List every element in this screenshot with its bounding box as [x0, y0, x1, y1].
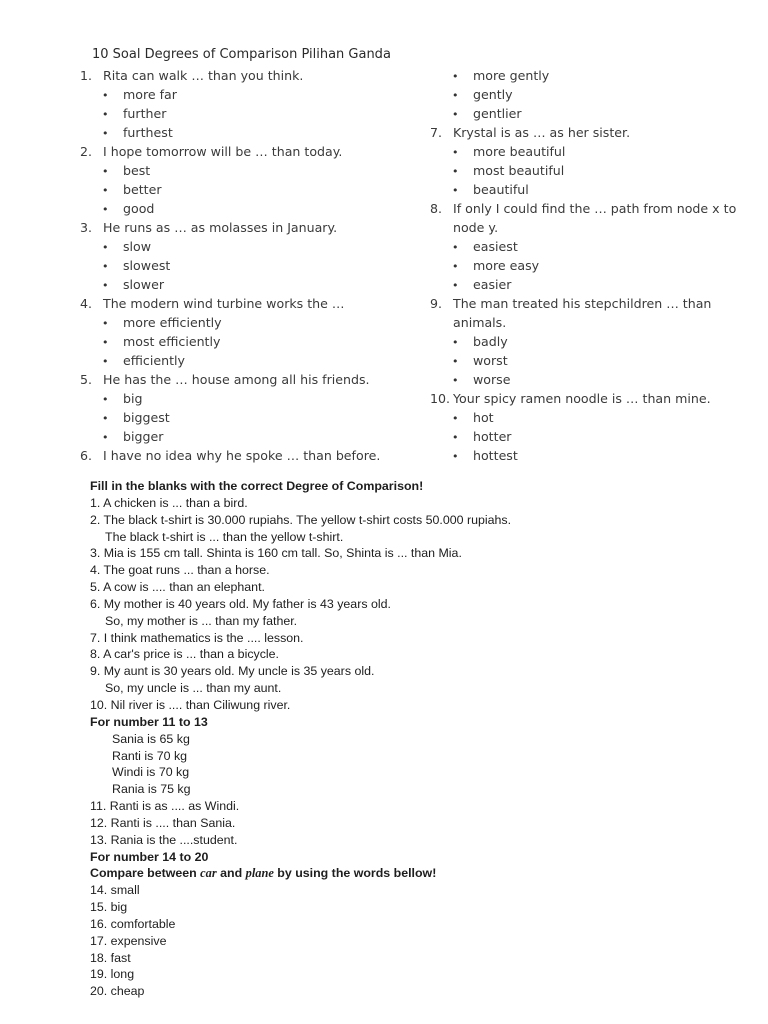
group2-instruction [90, 865, 730, 882]
left-question-column [80, 66, 420, 465]
answer-option [430, 427, 730, 446]
option-text: more efficiently [123, 315, 222, 330]
bullet-icon: • [452, 241, 459, 254]
word-item: 15. big [90, 900, 128, 915]
option-text: big [123, 391, 143, 406]
question [80, 370, 420, 389]
bullet-icon: • [452, 374, 459, 387]
bullet-icon: • [452, 70, 459, 83]
option-text: best [123, 163, 151, 178]
bullet-icon: • [102, 184, 109, 197]
answer-option [80, 351, 420, 370]
bullet-icon: • [102, 279, 109, 292]
word-item: 19. long [90, 967, 135, 982]
answer-option [430, 85, 730, 104]
bullet-icon: • [452, 260, 459, 273]
group2-heading: For number 14 to 20 [90, 849, 209, 864]
answer-option [80, 427, 420, 446]
option-text: better [123, 182, 162, 197]
option-text: worse [473, 372, 511, 387]
answer-option [430, 237, 730, 256]
option-text: most beautiful [473, 163, 565, 178]
question-text: Your spicy ramen noodle is … than mine. [453, 391, 711, 406]
answer-option [430, 66, 730, 85]
question-text: The modern wind turbine works the … [103, 296, 345, 311]
group1-heading: For number 11 to 13 [90, 714, 208, 729]
question [430, 389, 730, 408]
right-question-column [430, 66, 737, 465]
option-text: further [123, 106, 167, 121]
fill-in-line: 11. Ranti is as .... as Windi. [90, 799, 240, 814]
question [430, 199, 737, 218]
answer-option [80, 275, 420, 294]
fill-in-heading: Fill in the blanks with the correct Degree of Comparison! [90, 479, 424, 493]
fill-in-line-continued: The black t-shirt is ... than the yellow t-shirt. [105, 529, 344, 544]
worksheet-title: 10 Soal Degrees of Comparison Pilihan Ganda [92, 47, 391, 62]
weight-fact: Windi is 70 kg [112, 765, 190, 780]
answer-option [430, 142, 730, 161]
question [80, 218, 420, 237]
question-number: 2. [80, 144, 93, 159]
answer-option [80, 199, 420, 218]
bullet-icon: • [452, 336, 459, 349]
option-text: slower [123, 277, 164, 292]
option-text: more beautiful [473, 144, 566, 159]
fill-in-line: 4. The goat runs ... than a horse. [90, 563, 270, 578]
question-text: Krystal is as … as her sister. [453, 125, 631, 140]
bullet-icon: • [102, 165, 109, 178]
question-number: 7. [430, 125, 443, 140]
question-text-continued: node y. [453, 220, 499, 235]
option-text: more easy [473, 258, 540, 273]
instruction-word-plane: plane [245, 866, 274, 881]
answer-option [430, 351, 730, 370]
fill-in-line: 12. Ranti is .... than Sania. [90, 815, 236, 830]
bullet-icon: • [102, 355, 109, 368]
option-text: more far [123, 87, 177, 102]
option-text: easiest [473, 239, 518, 254]
instruction-text: by using the words bellow! [273, 866, 437, 881]
option-text: hot [473, 410, 494, 425]
bullet-icon: • [102, 431, 109, 444]
bullet-icon: • [102, 89, 109, 102]
word-item: 14. small [90, 883, 140, 898]
instruction-word-car: car [200, 866, 217, 881]
bullet-icon: • [102, 241, 109, 254]
question-text: He has the … house among all his friends. [103, 372, 370, 387]
answer-option [80, 256, 420, 275]
option-text: efficiently [123, 353, 185, 368]
bullet-icon: • [452, 89, 459, 102]
option-text: badly [473, 334, 508, 349]
question [430, 123, 730, 142]
word-item: 18. fast [90, 950, 131, 965]
question-number: 8. [430, 201, 443, 216]
question-number: 1. [80, 68, 93, 83]
weight-fact: Ranti is 70 kg [112, 748, 188, 763]
answer-option [430, 275, 730, 294]
answer-option [80, 313, 420, 332]
bullet-icon: • [452, 412, 459, 425]
question-text: The man treated his stepchildren … than [453, 296, 712, 311]
bullet-icon: • [102, 336, 109, 349]
bullet-icon: • [452, 355, 459, 368]
answer-option [80, 85, 420, 104]
answer-option [430, 104, 730, 123]
fill-in-line: 13. Rania is the ....student. [90, 832, 238, 847]
bullet-icon: • [102, 203, 109, 216]
weight-fact: Rania is 75 kg [112, 782, 191, 797]
answer-option [430, 161, 730, 180]
option-text: more gently [473, 68, 550, 83]
question-number: 3. [80, 220, 93, 235]
bullet-icon: • [102, 127, 109, 140]
question-number: 10. [430, 391, 451, 406]
fill-in-line: 3. Mia is 155 cm tall. Shinta is 160 cm tall. So, Shinta is ... than Mia. [90, 546, 462, 561]
answer-option [430, 370, 730, 389]
word-item: 16. comfortable [90, 916, 176, 931]
bullet-icon: • [452, 165, 459, 178]
fill-in-line: 7. I think mathematics is the .... lesson. [90, 630, 304, 645]
answer-option [430, 446, 730, 465]
fill-in-line-continued: So, my mother is ... than my father. [105, 613, 298, 628]
bullet-icon: • [452, 279, 459, 292]
bullet-icon: • [102, 108, 109, 121]
question-number: 9. [430, 296, 443, 311]
word-item: 17. expensive [90, 933, 167, 948]
fill-in-line: 5. A cow is .... than an elephant. [90, 580, 265, 595]
question-text: He runs as … as molasses in January. [103, 220, 338, 235]
fill-in-line: 1. A chicken is ... than a bird. [90, 495, 248, 510]
word-item: 20. cheap [90, 984, 145, 999]
option-text: bigger [123, 429, 164, 444]
answer-option [430, 180, 730, 199]
fill-in-line: 2. The black t-shirt is 30.000 rupiahs. The yellow t-shirt costs 50.000 rupiahs. [90, 512, 512, 527]
fill-in-line: 8. A car's price is ... than a bicycle. [90, 647, 279, 662]
bullet-icon: • [452, 431, 459, 444]
question-number: 6. [80, 448, 93, 463]
option-text: worst [473, 353, 508, 368]
bullet-icon: • [102, 317, 109, 330]
question-number: 4. [80, 296, 93, 311]
option-text: gentlier [473, 106, 522, 121]
bullet-icon: • [452, 184, 459, 197]
option-text: biggest [123, 410, 170, 425]
option-text: most efficiently [123, 334, 221, 349]
answer-option [80, 237, 420, 256]
question [80, 446, 420, 465]
fill-in-line: 9. My aunt is 30 years old. My uncle is 35 years old. [90, 664, 375, 679]
instruction-text: and [216, 866, 246, 881]
option-text: beautiful [473, 182, 529, 197]
question [80, 66, 420, 85]
option-text: good [123, 201, 155, 216]
answer-option [430, 408, 730, 427]
answer-option [80, 104, 420, 123]
bullet-icon: • [102, 412, 109, 425]
answer-option [80, 123, 420, 142]
option-text: hotter [473, 429, 512, 444]
bullet-icon: • [452, 146, 459, 159]
question-text: Rita can walk … than you think. [103, 68, 304, 83]
option-text: slowest [123, 258, 171, 273]
option-text: hottest [473, 448, 518, 463]
fill-in-line-continued: So, my uncle is ... than my aunt. [105, 681, 282, 696]
option-text: furthest [123, 125, 173, 140]
question-text-continued: animals. [453, 315, 507, 330]
option-text: slow [123, 239, 152, 254]
answer-option [80, 389, 420, 408]
fill-in-line: 6. My mother is 40 years old. My father is 43 years old. [90, 596, 391, 611]
bullet-icon: • [102, 260, 109, 273]
question [80, 294, 420, 313]
question-number: 5. [80, 372, 93, 387]
question-text: I have no idea why he spoke … than before. [103, 448, 381, 463]
option-text: gently [473, 87, 513, 102]
question-text: I hope tomorrow will be … than today. [103, 144, 343, 159]
question-text: If only I could find the … path from node x to [453, 201, 737, 216]
answer-option [80, 180, 420, 199]
answer-option [80, 161, 420, 180]
option-text: easier [473, 277, 512, 292]
question [430, 294, 730, 313]
weight-fact: Sania is 65 kg [112, 731, 190, 746]
bullet-icon: • [452, 108, 459, 121]
answer-option [430, 332, 730, 351]
answer-option [80, 332, 420, 351]
fill-in-section [90, 478, 730, 1000]
fill-in-line: 10. Nil river is .... than Ciliwung river. [90, 697, 291, 712]
answer-option [80, 408, 420, 427]
instruction-text: Compare between [90, 866, 201, 881]
question [80, 142, 420, 161]
answer-option [430, 256, 730, 275]
bullet-icon: • [452, 450, 459, 463]
bullet-icon: • [102, 393, 109, 406]
